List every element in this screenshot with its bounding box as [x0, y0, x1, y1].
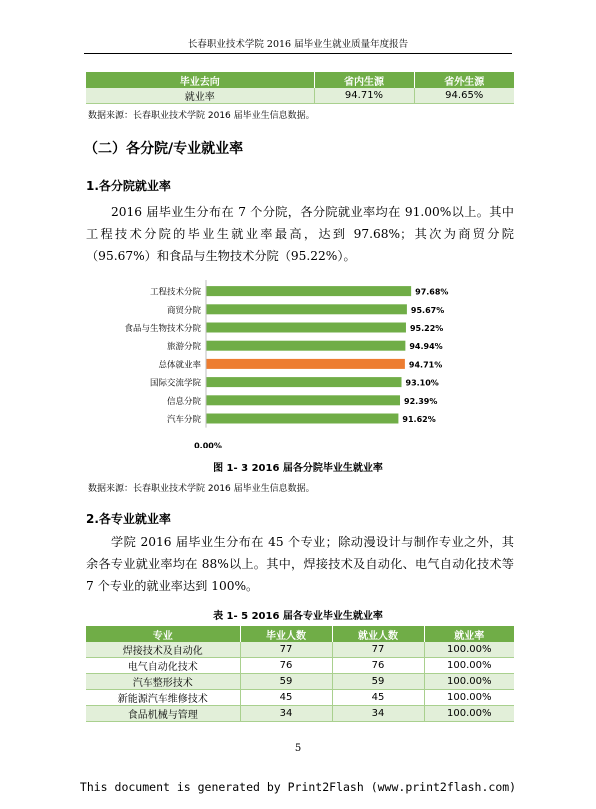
section-heading: （二）各分院/专业就业率	[84, 141, 244, 157]
table-header-row	[86, 72, 514, 88]
table-cell: 45	[332, 690, 424, 706]
data-source-note: 数据来源：长春职业技术学院 2016 届毕业生信息数据。	[88, 484, 315, 494]
table-cell: 100.00%	[424, 658, 514, 674]
chart-bar	[206, 395, 400, 405]
chart-value-label: 95.67%	[410, 305, 445, 315]
generator-footer: This document is generated by Print2Flash (www.print2flash.com)	[79, 780, 517, 794]
table-cell: 59	[240, 674, 332, 690]
college-employment-bar-chart	[110, 276, 510, 448]
table-row	[86, 642, 514, 658]
body-paragraph: 学院 2016 届毕业生分布在 45 个专业；除动漫设计与制作专业之外，其余各专业就业率均在 88%以上。其中，焊接技术及自动化、电气自动化技术等 7 个专业的就业率达到 100%。	[86, 535, 514, 593]
table-header-cell: 毕业去向	[86, 72, 314, 88]
table-cell: 76	[332, 658, 424, 674]
table-header-cell: 省外生源	[414, 72, 514, 88]
table-cell: 100.00%	[424, 706, 514, 722]
chart-category-label: 工程技术分院	[149, 287, 201, 298]
table-cell: 新能源汽车维修技术	[86, 690, 240, 706]
header-divider	[84, 53, 512, 54]
chart-value-label: 93.10%	[405, 378, 439, 388]
chart-category-label: 总体就业率	[158, 360, 201, 371]
table-header-cell: 就业人数	[332, 626, 424, 642]
table-caption: 表 1- 5 2016 届各专业毕业生就业率	[213, 611, 383, 622]
body-paragraph: 2016 届毕业生分布在 7 个分院，各分院就业率均在 91.00%以上。其中工程技术分院的毕业生就业率最高，达到 97.68%；其次为商贸分院（95.67%）和食品与生物技术分院（95.22%）。	[86, 205, 514, 263]
chart-category-label: 食品与生物技术分院	[124, 324, 201, 334]
page-number: 5	[294, 743, 302, 754]
origin-employment-table	[86, 72, 514, 104]
table-row	[86, 658, 514, 674]
table-header-cell: 毕业人数	[240, 626, 332, 642]
chart-value-label: 92.39%	[404, 396, 438, 406]
chart-axis-tick-label: 0.00%	[194, 441, 222, 448]
table-cell: 就业率	[86, 88, 314, 104]
chart-category-label: 国际交流学院	[149, 378, 201, 389]
table-cell: 59	[332, 674, 424, 690]
subsection-heading: 1.各分院就业率	[86, 179, 171, 193]
chart-category-label: 汽车分院	[166, 415, 201, 425]
chart-bar	[206, 377, 402, 387]
chart-bar	[206, 359, 405, 369]
chart-bar	[206, 304, 407, 314]
table-cell: 汽车整形技术	[86, 674, 240, 690]
table-cell: 94.71%	[314, 88, 414, 104]
chart-value-label: 91.62%	[402, 415, 436, 424]
data-source-note: 数据来源：长春职业技术学院 2016 届毕业生信息数据。	[88, 111, 315, 121]
table-cell: 100.00%	[424, 690, 514, 706]
chart-value-label: 94.71%	[408, 360, 443, 370]
table-header-cell: 专业	[86, 626, 240, 642]
table-row	[86, 674, 514, 690]
table-row	[86, 690, 514, 706]
table-header-cell: 省内生源	[314, 72, 414, 88]
table-header-row	[86, 626, 514, 642]
chart-bar	[206, 414, 398, 424]
chart-value-label: 95.22%	[409, 324, 444, 333]
table-cell: 电气自动化技术	[86, 658, 240, 674]
chart-bar	[206, 341, 405, 351]
chart-bar	[206, 323, 406, 333]
table-row	[86, 706, 514, 722]
figure-caption: 图 1- 3 2016 届各分院毕业生就业率	[213, 463, 383, 474]
chart-category-label: 信息分院	[166, 396, 201, 407]
chart-value-label: 97.68%	[415, 287, 449, 297]
table-header-cell: 就业率	[424, 626, 514, 642]
subsection-heading: 2.各专业就业率	[86, 512, 171, 526]
table-cell: 94.65%	[414, 88, 514, 104]
major-employment-table	[86, 626, 514, 722]
table-cell: 76	[240, 658, 332, 674]
chart-category-label: 旅游分院	[166, 342, 201, 353]
page-header: 长春职业技术学院 2016 届毕业生就业质量年度报告	[187, 39, 409, 50]
table-cell: 100.00%	[424, 674, 514, 690]
table-cell: 77	[240, 642, 332, 658]
table-cell: 77	[332, 642, 424, 658]
chart-value-label: 94.94%	[409, 342, 443, 352]
table-cell: 100.00%	[424, 642, 514, 658]
table-cell: 焊接技术及自动化	[86, 642, 240, 658]
table-cell: 34	[332, 706, 424, 722]
table-cell: 34	[240, 706, 332, 722]
chart-bar	[206, 286, 411, 296]
chart-category-label: 商贸分院	[166, 305, 201, 316]
table-cell: 食品机械与管理	[86, 706, 240, 722]
table-row	[86, 88, 514, 104]
table-cell: 45	[240, 690, 332, 706]
